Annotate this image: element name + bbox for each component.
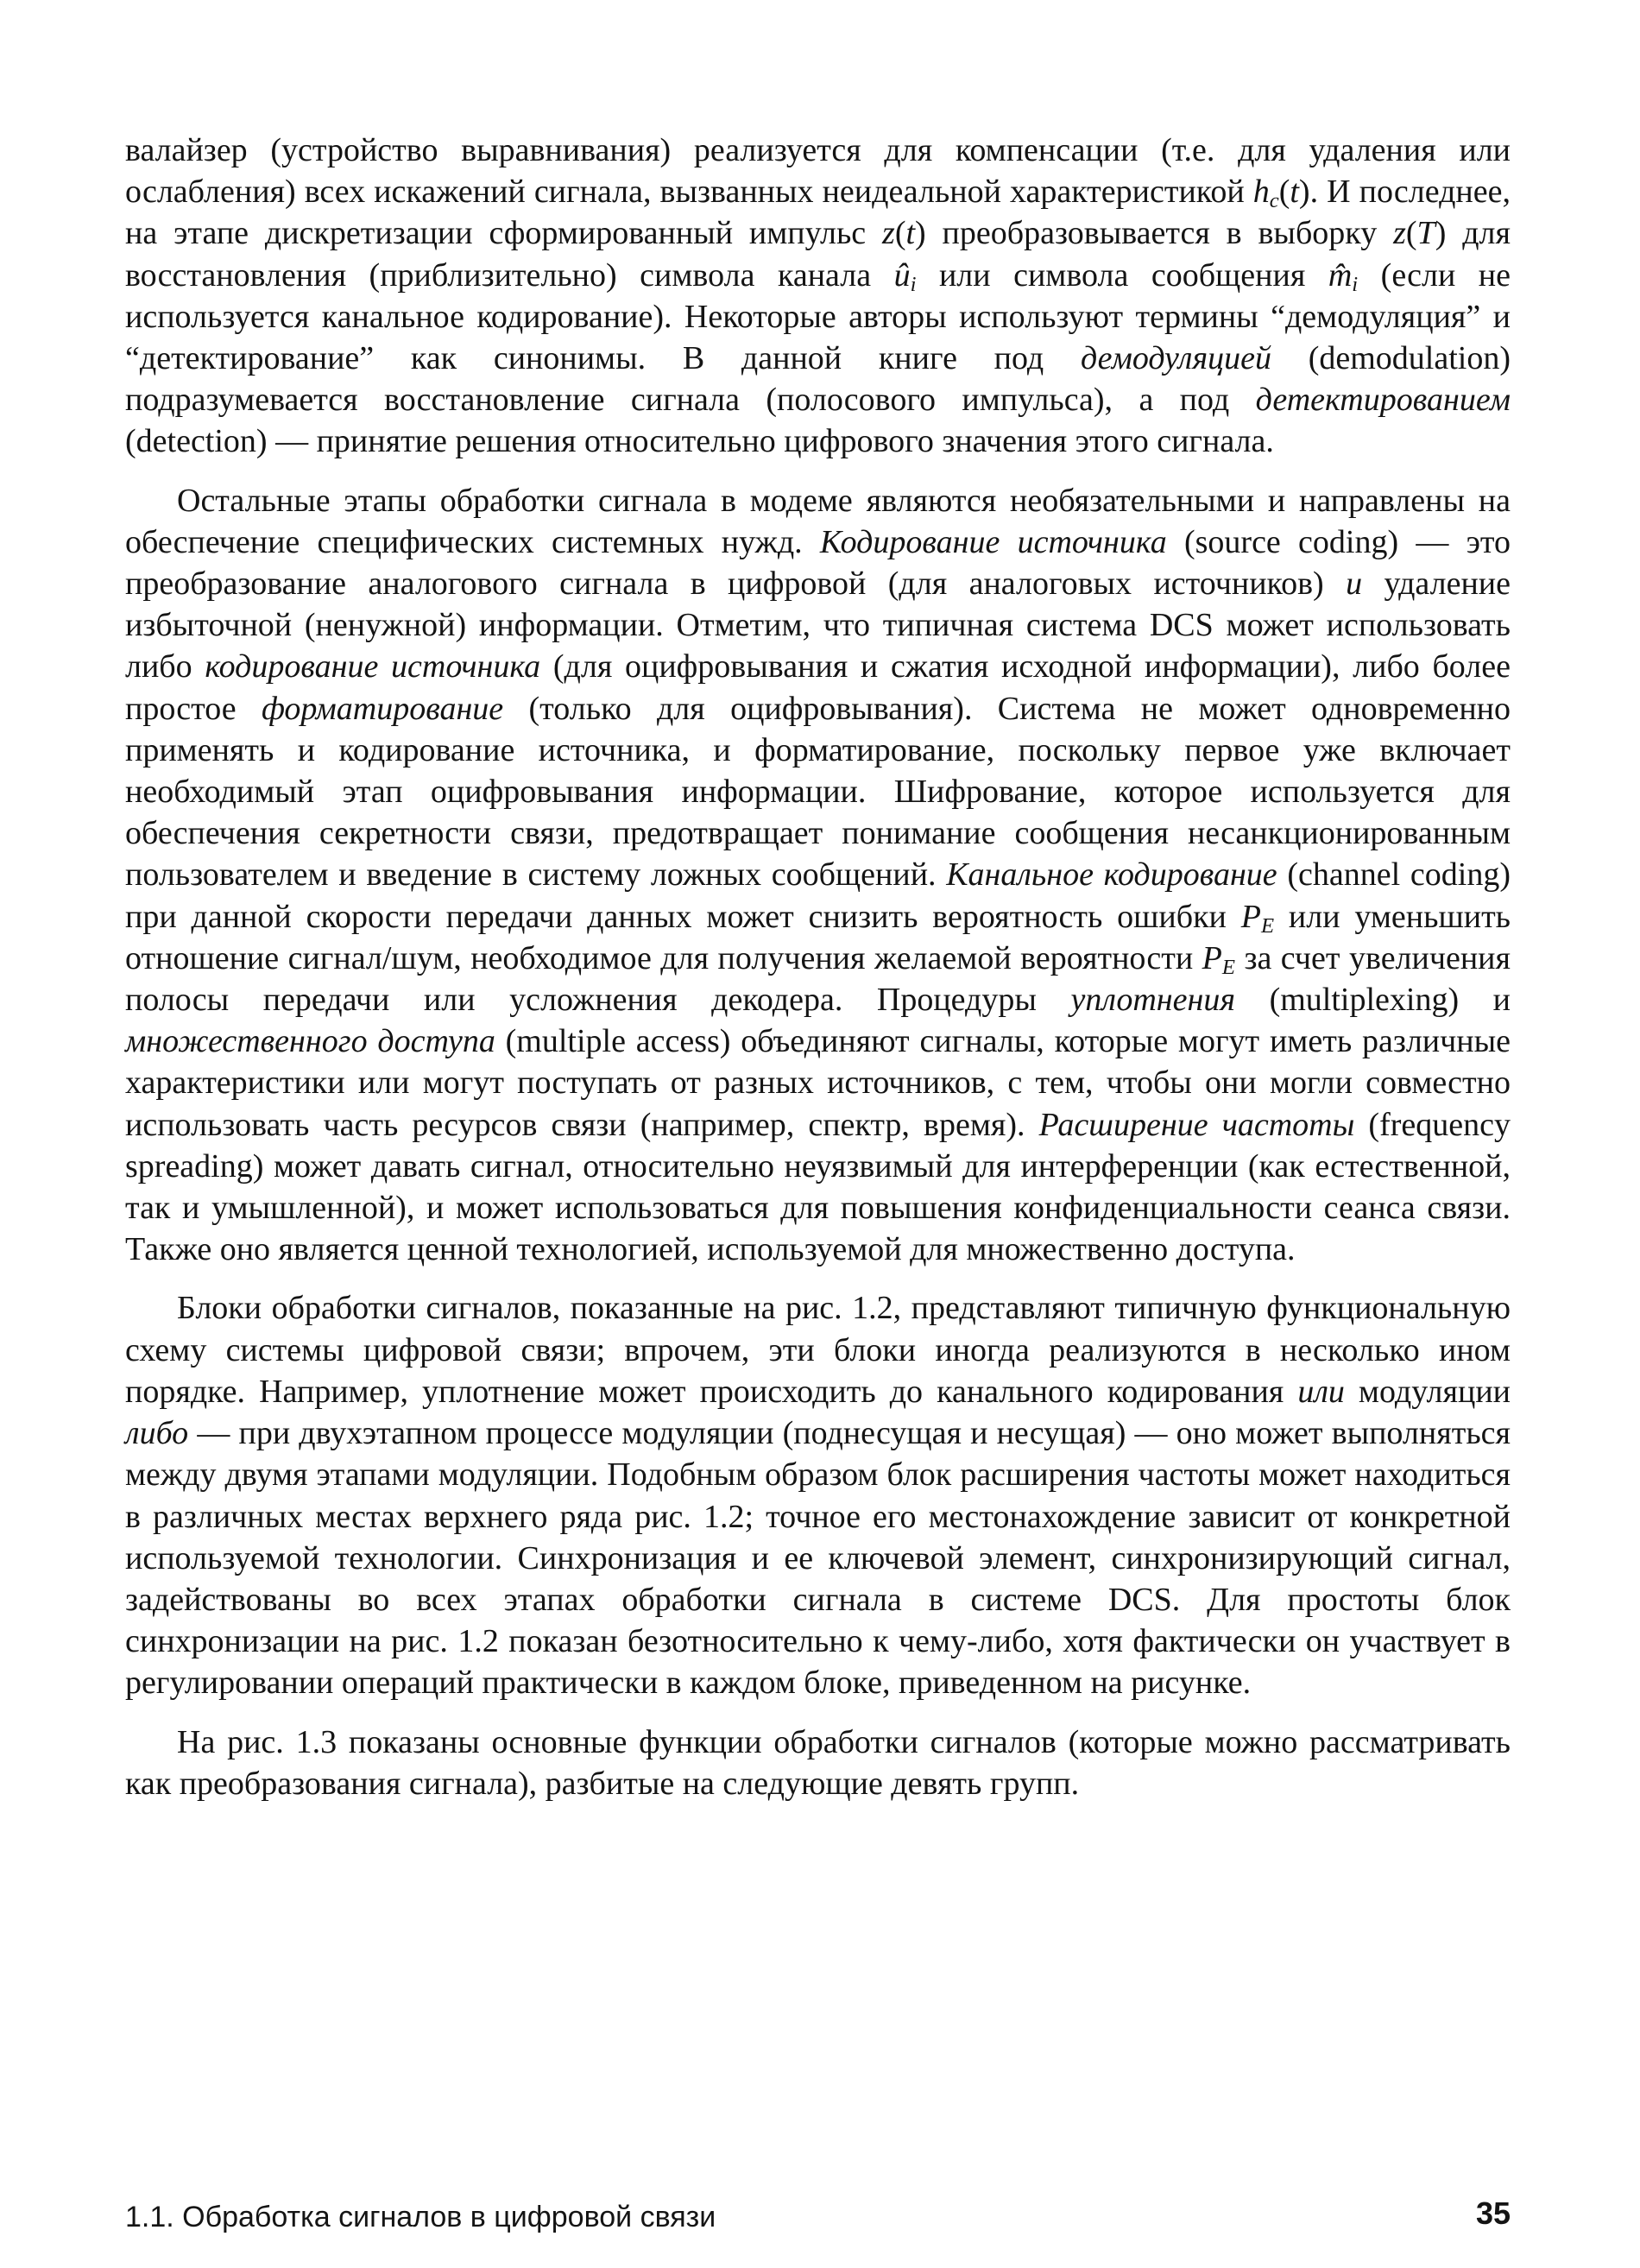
text-run: ). И последнее, на этапе дискретизации сформированный импульс: [125, 174, 1511, 252]
italic-term: z: [1393, 215, 1406, 252]
text-run: — при двухэтапном процессе модуляции (поднесущая и несущая) — оно может выполняться между двумя этапами модуляции. Подобным образом блок расширения частоты может находиться в различных местах верхнего ряда рис. 1.2; точное его местонахождение зависит от конкретной используемой технологии. Синхронизация и ее ключевой элемент, синхронизирующий сигнал, задействованы во всех этапах обработки сигнала в системе DCS. Для простоты блок синхронизации на рис. 1.2 показан безотносительно к чему-либо, хотя фактически он участвует в регулировании операций практически в каждом блоке, приведенном на рисунке.: [125, 1415, 1511, 1702]
text-run: (: [1278, 174, 1290, 211]
paragraph-3: [125, 1287, 1511, 1703]
subscript: i: [1352, 272, 1359, 296]
italic-term: t: [1290, 174, 1299, 211]
italic-term: уплотнения: [1070, 982, 1236, 1019]
subscript: i: [910, 272, 917, 296]
text-run: (detection) — принятие решения относительно цифрового значения этого сигнала.: [125, 423, 1274, 460]
text-run: (только для оцифровывания). Система не может одновременно применять и кодирование источника, и форматирование, поскольку первое уже включает необходимый этап оцифровывания информации. Шифрование, которое используется для обеспечения секретности связи, предотвращает понимание сообщения несанкционированным пользователем и введение в систему ложных сообщений.: [125, 690, 1511, 894]
text-run: (: [894, 215, 906, 252]
text-run: Остальные этапы обработки сигнала в модеме являются необязательными и направлены на обеспечение специфических системных нужд.: [125, 482, 1511, 560]
italic-term: демодуляцией: [1080, 340, 1271, 377]
paragraph-1: [125, 130, 1511, 463]
text-run: или уменьшить отношение сигнал/шум, необходимое для получения желаемой вероятности: [125, 898, 1511, 976]
italic-term: Расширение частоты: [1038, 1106, 1355, 1143]
page-number: 35: [1475, 2195, 1511, 2231]
text-run: валайзер (устройство выравнивания) реализуется для компенсации (т.е. для удаления или ослабления) всех искажений сигнала, вызванных неидеальной характеристикой: [125, 132, 1511, 211]
text-run: удаление избыточной (ненужной) информации. Отметим, что типичная система DCS может использовать либо: [125, 565, 1511, 685]
italic-term: P: [1202, 939, 1222, 976]
italic-term: P: [1240, 898, 1261, 935]
text-run: за счет увеличения полосы передачи или усложнения декодера. Процедуры: [125, 939, 1511, 1019]
italic-term: û: [893, 256, 911, 294]
italic-term: форматирование: [261, 690, 504, 727]
text-run: Блоки обработки сигналов, показанные на рис. 1.2, представляют типичную функциональную схему системы цифровой связи; впрочем, эти блоки иногда реализуются в несколько ином порядке. Например, уплотнение может происходить до канального кодирования: [125, 1290, 1511, 1410]
running-footer-section-title: 1.1. Обработка сигналов в цифровой связи: [125, 2201, 716, 2233]
italic-term: либо: [125, 1415, 189, 1452]
text-run: (channel coding) при данной скорости передачи данных может снизить вероятность ошибки: [125, 856, 1511, 935]
italic-term: Кодирование источника: [819, 523, 1167, 560]
text-run: (source coding) — это преобразование аналогового сигнала в цифровой (для аналоговых источников): [125, 523, 1511, 603]
italic-term: T: [1416, 215, 1435, 252]
paragraph-4: [125, 1722, 1511, 1804]
italic-term: кодирование источника: [205, 648, 541, 685]
italic-term: h: [1252, 174, 1270, 211]
text-run: (multiple access) объединяют сигналы, которые могут иметь различные характеристики или могут поступать от разных источников, с тем, чтобы они могли совместно использовать часть ресурсов связи (например, спектр, время).: [125, 1023, 1511, 1143]
italic-term: множественного доступа: [125, 1023, 495, 1060]
text-run: (frequency spreading) может давать сигнал, относительно неуязвимый для интерференции (как естественной, так и умышленной), и может использоваться для повышения конфиденциальности сеанса связи. Также оно является ценной технологией, используемой для множественно доступа.: [125, 1106, 1511, 1268]
text-run: ) для восстановления (приблизительно) символа канала: [125, 215, 1511, 294]
italic-term: детектированием: [1255, 382, 1511, 419]
italic-term: или: [1297, 1373, 1345, 1410]
text-run: На рис. 1.3 показаны основные функции обработки сигналов (которые можно рассматривать как преобразования сигнала), разбитые на следующие девять групп.: [125, 1723, 1511, 1802]
text-run: (multiplexing) и: [1235, 982, 1511, 1019]
subscript: c: [1269, 189, 1279, 213]
text-run: (demodulation) подразумевается восстановление сигнала (полосового импульса), а под: [125, 340, 1511, 419]
subscript: E: [1260, 913, 1275, 938]
italic-term: m̂: [1328, 256, 1353, 294]
text-run: или символа сообщения: [916, 256, 1328, 294]
italic-term: t: [905, 215, 916, 252]
text-run: (: [1405, 215, 1417, 252]
subscript: E: [1221, 956, 1235, 980]
italic-term: и: [1346, 565, 1363, 603]
italic-term: Канальное кодирование: [946, 856, 1277, 894]
text-run: (для оцифровывания и сжатия исходной информации), либо более простое: [125, 648, 1511, 727]
body-text: [125, 130, 1511, 1804]
text-run: модуляции: [1344, 1373, 1511, 1410]
paragraph-2: [125, 480, 1511, 1271]
italic-term: z: [882, 215, 895, 252]
text-run: (если не используется канальное кодирование). Некоторые авторы используют термины “демодуляция” и “детектирование” как синонимы. В данной книге под: [125, 256, 1511, 377]
text-run: ) преобразовывается в выборку: [915, 215, 1394, 252]
